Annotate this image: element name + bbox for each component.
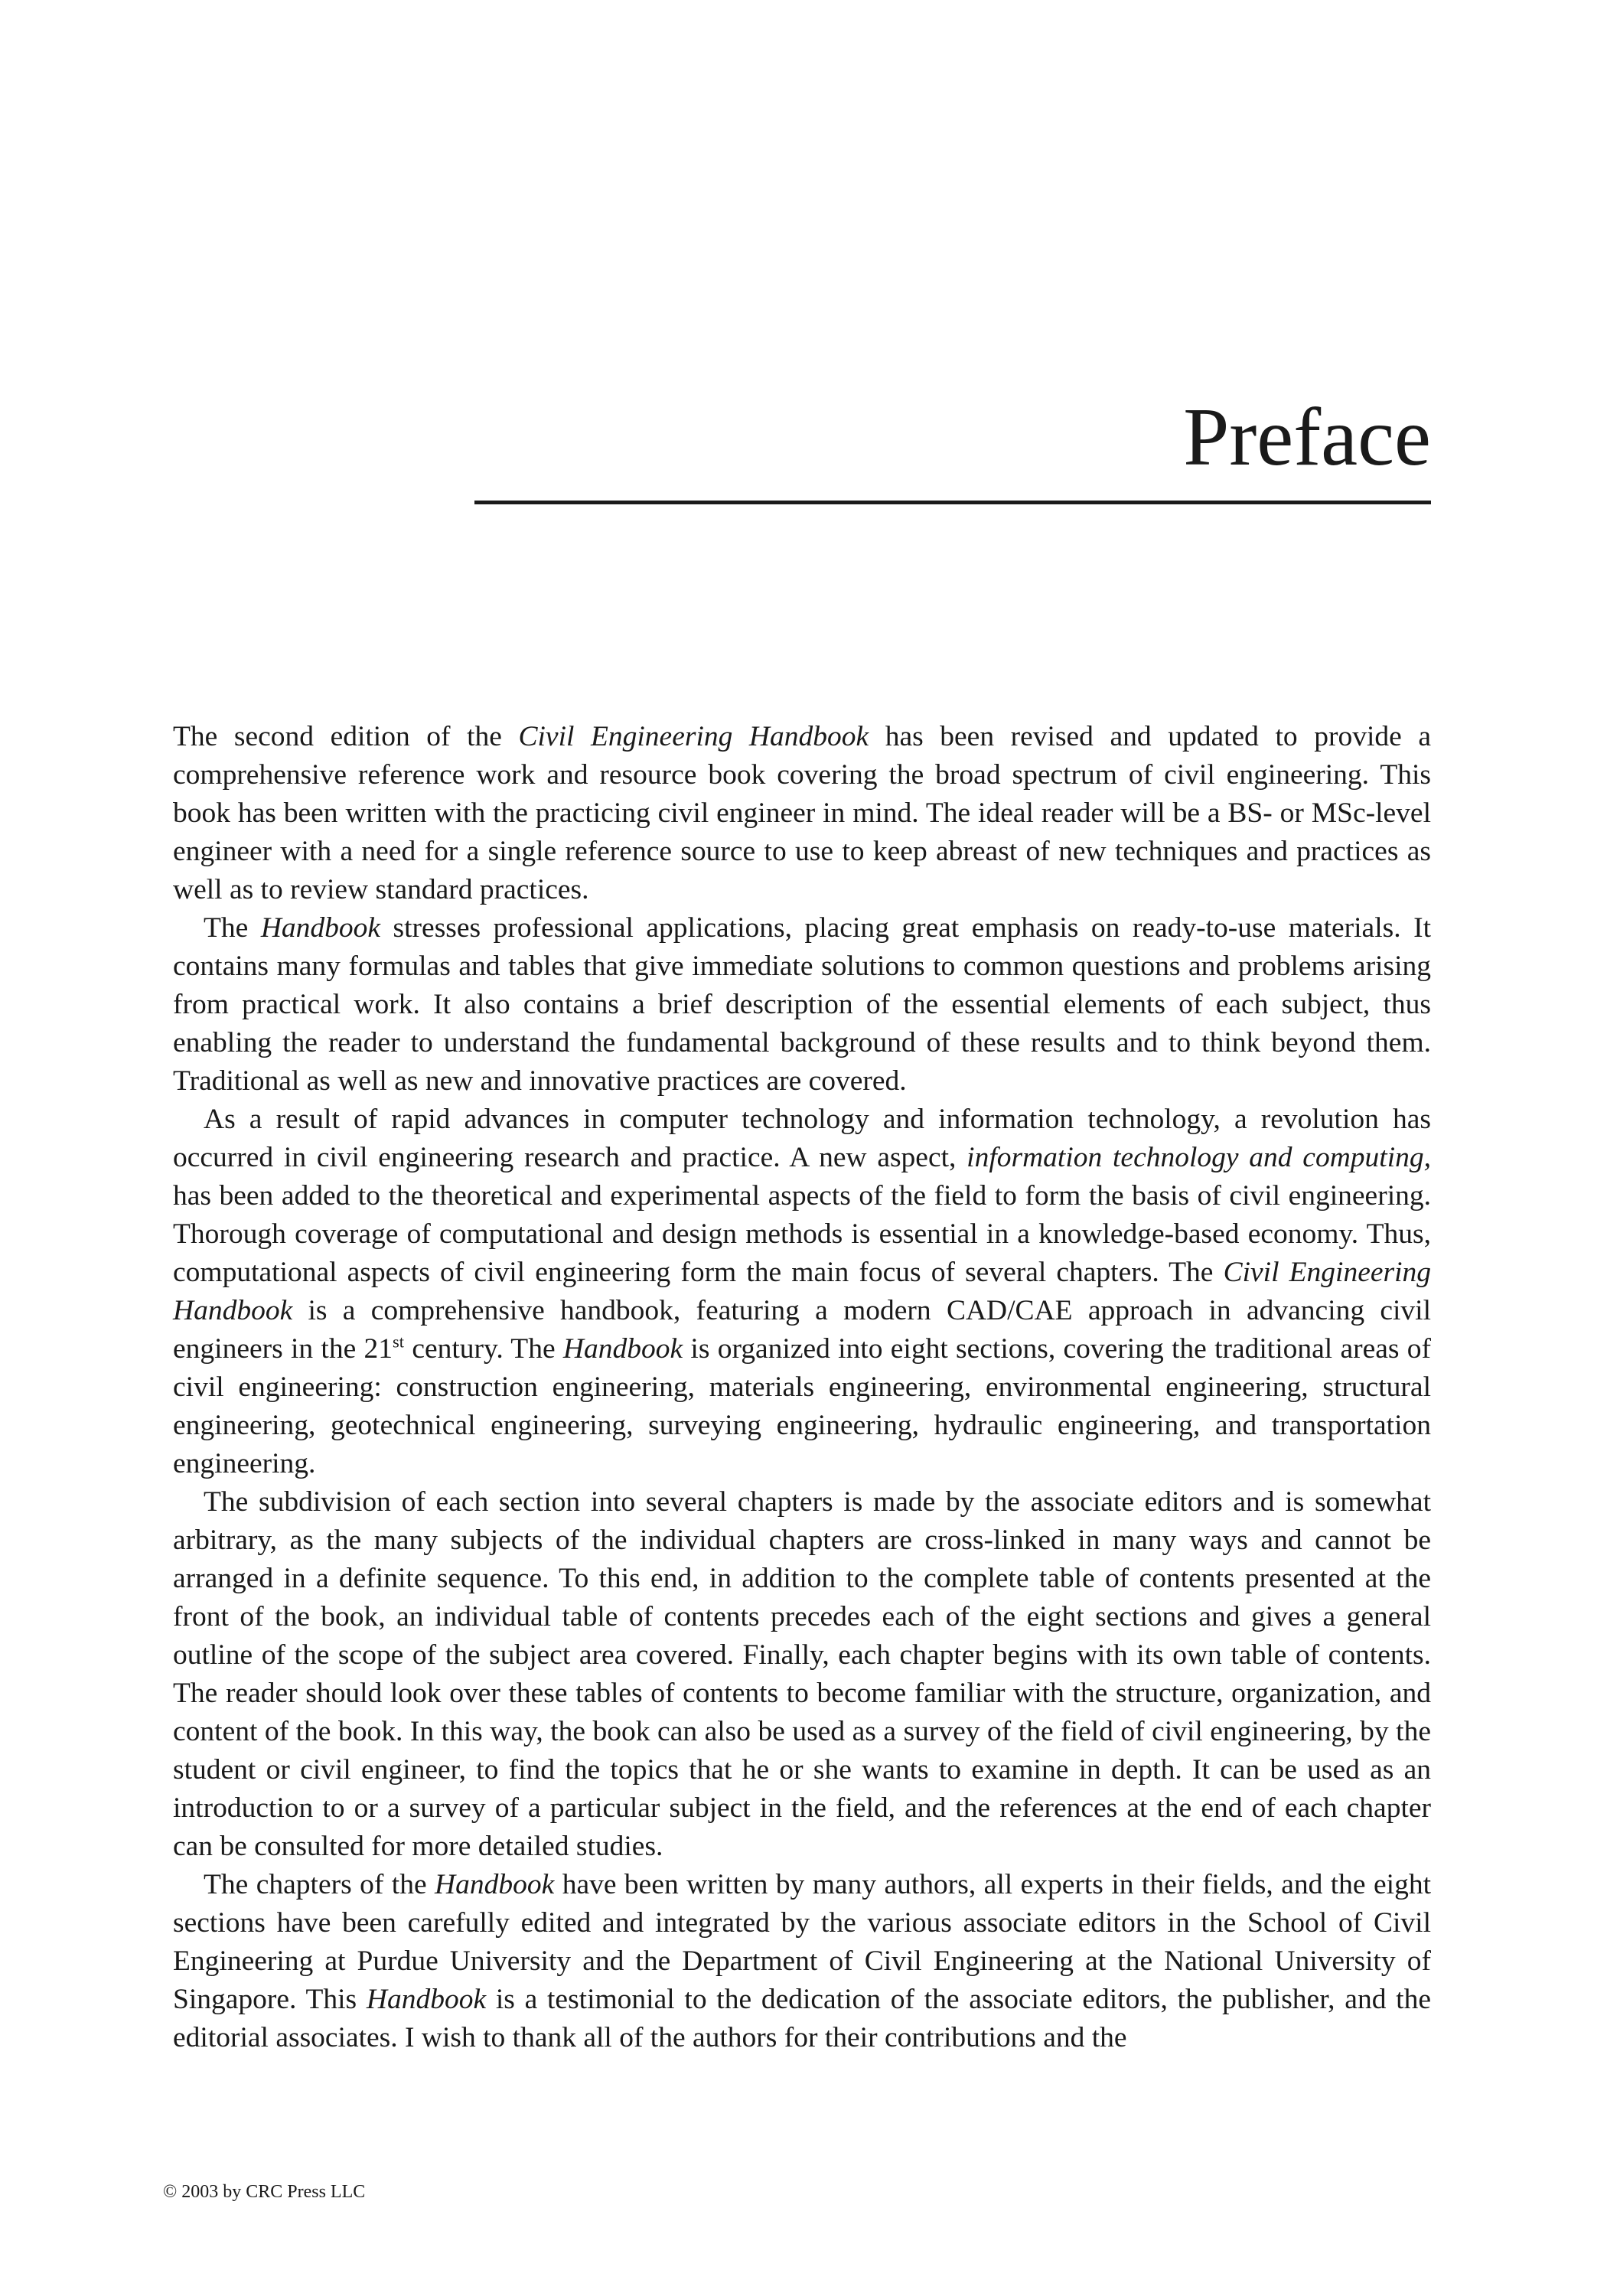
italic-run: Handbook (435, 1869, 555, 1900)
italic-run: Civil Engineering Handbook (173, 1257, 1431, 1326)
text-run: century. The (404, 1333, 563, 1365)
text-run: have been written by many authors, all experts in their fields, and the eight sections have been carefully edited and integrated by the various associate editors in the School of Civil Engineering at Purdue University and the Department of Civil Engineering at the National University of Singapore. This (173, 1869, 1431, 2015)
text-run: is a testimonial to the dedication of the associate editors, the publisher, and the editorial associates. I wish to thank all of the authors for their contributions and the (173, 1984, 1431, 2053)
text-run: The subdivision of each section into several chapters is made by the associate editors and is somewhat arbitrary, as the many subjects of the individual chapters are cross-linked in many ways and cannot be arranged in a definite sequence. To this end, in addition to the complete table of contents presented at the front of the book, an individual table of contents precedes each of the eight sections and gives a general outline of the scope of the subject area covered. Finally, each chapter begins with its own table of contents. The reader should look over these tables of contents to become familiar with the structure, organization, and content of the book. In this way, the book can also be used as a survey of the field of civil engineering, by the student or civil engineer, to find the topics that he or she wants to examine in depth. It can be used as an introduction to or a survey of a particular subject in the field, and the references at the end of each chapter can be consulted for more detailed studies. (173, 1486, 1431, 1862)
superscript-run: st (393, 1332, 405, 1352)
preface-body (173, 718, 1431, 2057)
text-run: As a result of rapid advances in computer technology and information technology, a revolution has occurred in civil engineering research and practice. A new aspect, (173, 1104, 1431, 1173)
text-run: is a comprehensive handbook, featuring a modern CAD/CAE approach in advancing civil engineers in the 21 (173, 1295, 1431, 1365)
copyright-notice: © 2003 by CRC Press LLC (163, 2182, 366, 2202)
text-run: stresses professional applications, placing great emphasis on ready-to-use materials. It contains many formulas and tables that give immediate solutions to common questions and problems arising from practical work. It also contains a brief description of the essential elements of each subject, thus enabling the reader to understand the fundamental background of these results and to think beyond them. Traditional as well as new and innovative practices are covered. (173, 912, 1431, 1097)
italic-run: Handbook (562, 1333, 683, 1365)
text-run: The (204, 912, 261, 944)
italic-run: Handbook (366, 1984, 487, 2015)
text-run: is organized into eight sections, covering the traditional areas of civil engineering: construction engineering, materials engineering, environmental engineering, structural engineering, geotechnical engineering, surveying engineering, hydraulic engineering, and transportation engineering. (173, 1333, 1431, 1479)
title-rule (474, 501, 1431, 504)
page-title: Preface (1183, 392, 1431, 483)
paragraph (173, 718, 1431, 909)
text-run: The chapters of the (204, 1869, 435, 1900)
paragraph (173, 909, 1431, 1101)
text-run: has been revised and updated to provide a comprehensive reference work and resource book covering the broad spectrum of civil engineering. This book has been written with the practicing civil engineer in mind. The ideal reader will be a BS- or MSc-level engineer with a need for a single reference source to use to keep abreast of new techniques and practices as well as to review standard practices. (173, 721, 1432, 905)
paragraph (173, 1483, 1431, 1866)
italic-run: information technology and computing, (966, 1142, 1431, 1173)
paragraph (173, 1866, 1431, 2057)
italic-run: Handbook (260, 912, 381, 944)
italic-run: Civil Engineering Handbook (518, 721, 869, 752)
paragraph (173, 1101, 1431, 1483)
text-run: The second edition of the (173, 721, 519, 752)
text-run: has been added to the theoretical and experimental aspects of the field to form the basis of civil engineering. Thorough coverage of computational and design methods is essential in a knowledge-based economy. Thus, computational aspects of civil engineering form the main focus of several chapters. The (173, 1180, 1431, 1288)
